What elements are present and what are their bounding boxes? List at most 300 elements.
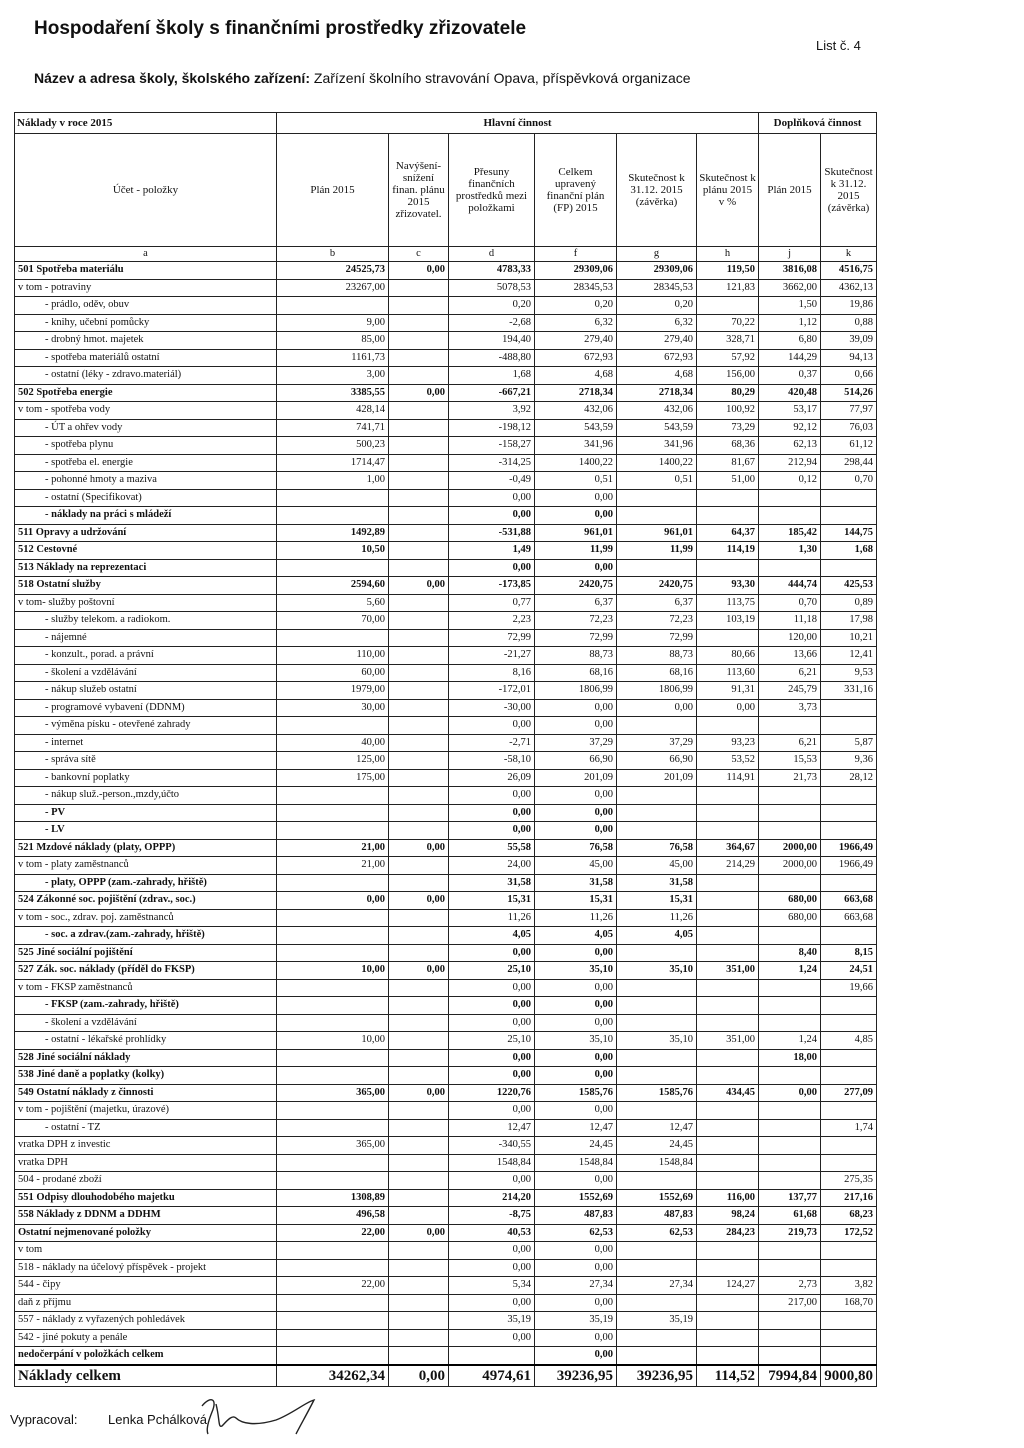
row-label: - školení a vzdělávání — [15, 664, 277, 682]
row-value — [821, 1347, 877, 1365]
table-row — [15, 1312, 877, 1330]
total-value: 4974,61 — [449, 1365, 535, 1387]
row-value: 1,12 — [759, 314, 821, 332]
column-letter: j — [759, 247, 821, 262]
row-value: 12,47 — [449, 1119, 535, 1137]
row-value: 144,29 — [759, 349, 821, 367]
row-value: 277,09 — [821, 1084, 877, 1102]
row-value: 72,99 — [617, 629, 697, 647]
table-row — [15, 1294, 877, 1312]
row-value — [617, 489, 697, 507]
table-row — [15, 1224, 877, 1242]
row-value: 6,21 — [759, 734, 821, 752]
row-value: 0,89 — [821, 594, 877, 612]
row-label: - nájemné — [15, 629, 277, 647]
row-value: 328,71 — [697, 332, 759, 350]
row-value — [697, 1312, 759, 1330]
row-value — [759, 559, 821, 577]
row-label: 527 Zák. soc. náklady (příděl do FKSP) — [15, 962, 277, 980]
row-value: 0,00 — [449, 979, 535, 997]
sheet-number: List č. 4 — [816, 38, 861, 53]
row-value — [277, 1102, 389, 1120]
row-value — [821, 804, 877, 822]
total-row — [15, 1365, 877, 1387]
table-row — [15, 839, 877, 857]
group-main: Hlavní činnost — [277, 113, 759, 134]
row-label: - pohonné hmoty a maziva — [15, 472, 277, 490]
total-value: 39236,95 — [535, 1365, 617, 1387]
row-label: - nákup služeb ostatní — [15, 682, 277, 700]
row-value — [277, 1014, 389, 1032]
row-value: 663,68 — [821, 909, 877, 927]
row-value: 1552,69 — [535, 1189, 617, 1207]
row-value — [759, 979, 821, 997]
table-row — [15, 1242, 877, 1260]
table-row — [15, 612, 877, 630]
row-value: 365,00 — [277, 1084, 389, 1102]
table-row — [15, 524, 877, 542]
row-value — [759, 1102, 821, 1120]
row-value: 1585,76 — [535, 1084, 617, 1102]
table-row — [15, 332, 877, 350]
row-value — [617, 1294, 697, 1312]
row-value — [759, 717, 821, 735]
row-value — [389, 437, 449, 455]
row-value: 6,32 — [535, 314, 617, 332]
row-value — [389, 647, 449, 665]
row-value — [389, 349, 449, 367]
table-row — [15, 1277, 877, 1295]
row-value — [617, 804, 697, 822]
row-label: daň z příjmu — [15, 1294, 277, 1312]
row-value: 6,80 — [759, 332, 821, 350]
row-value: -667,21 — [449, 384, 535, 402]
row-value: 125,00 — [277, 752, 389, 770]
row-value: 137,77 — [759, 1189, 821, 1207]
row-value: 72,99 — [449, 629, 535, 647]
row-value — [759, 1312, 821, 1330]
row-value — [617, 1014, 697, 1032]
row-value: 62,53 — [617, 1224, 697, 1242]
row-value: 214,20 — [449, 1189, 535, 1207]
row-value: -173,85 — [449, 577, 535, 595]
table-row — [15, 577, 877, 595]
row-value: 10,21 — [821, 629, 877, 647]
row-value: 11,26 — [617, 909, 697, 927]
row-value: 27,34 — [617, 1277, 697, 1295]
row-value — [277, 1067, 389, 1085]
row-value: 8,16 — [449, 664, 535, 682]
signature-image — [196, 1392, 336, 1436]
school-name: Zařízení školního stravování Opava, příspěvková organizace — [313, 70, 691, 86]
row-value — [617, 1347, 697, 1365]
row-value — [697, 1329, 759, 1347]
row-value: 68,36 — [697, 437, 759, 455]
row-value — [389, 734, 449, 752]
row-value: 8,40 — [759, 944, 821, 962]
row-label: vratka DPH — [15, 1154, 277, 1172]
row-value: 11,99 — [535, 542, 617, 560]
row-value — [697, 1102, 759, 1120]
row-label: 551 Odpisy dlouhodobého majetku — [15, 1189, 277, 1207]
row-value: 1400,22 — [535, 454, 617, 472]
table-row — [15, 437, 877, 455]
row-value: 45,00 — [617, 857, 697, 875]
row-value: 500,23 — [277, 437, 389, 455]
prepared-name: Lenka Pchálková — [108, 1412, 208, 1427]
row-value: 10,00 — [277, 962, 389, 980]
row-value: 1548,84 — [617, 1154, 697, 1172]
row-value: 0,00 — [535, 822, 617, 840]
row-value: 72,23 — [535, 612, 617, 630]
row-value: 0,00 — [449, 787, 535, 805]
row-value — [389, 1207, 449, 1225]
row-value: 543,59 — [617, 419, 697, 437]
row-value: 214,29 — [697, 857, 759, 875]
row-value — [697, 804, 759, 822]
row-value: 5,34 — [449, 1277, 535, 1295]
row-value: 93,23 — [697, 734, 759, 752]
row-label: - internet — [15, 734, 277, 752]
row-value — [759, 822, 821, 840]
row-value — [759, 1119, 821, 1137]
row-value: 0,00 — [449, 804, 535, 822]
row-value: 113,60 — [697, 664, 759, 682]
column-header-2: Navýšení-snížení finan. plánu 2015 zřizovatel. — [389, 134, 449, 247]
row-value: 4,85 — [821, 1032, 877, 1050]
row-value — [821, 822, 877, 840]
row-value: 0,00 — [535, 1329, 617, 1347]
row-value: 0,00 — [535, 1014, 617, 1032]
column-letter: h — [697, 247, 759, 262]
row-value: 11,26 — [535, 909, 617, 927]
row-value — [389, 1119, 449, 1137]
row-value: 0,00 — [449, 1172, 535, 1190]
table-row — [15, 804, 877, 822]
row-value: 9,36 — [821, 752, 877, 770]
row-value: 0,12 — [759, 472, 821, 490]
row-label: - platy, OPPP (zam.-zahrady, hřiště) — [15, 874, 277, 892]
row-value — [277, 1347, 389, 1365]
row-label: 525 Jiné sociální pojištění — [15, 944, 277, 962]
row-value: 1220,76 — [449, 1084, 535, 1102]
row-value: 1806,99 — [617, 682, 697, 700]
row-label: - správa sítě — [15, 752, 277, 770]
row-value — [277, 1329, 389, 1347]
row-value: 0,20 — [617, 297, 697, 315]
row-value — [821, 787, 877, 805]
row-value — [389, 1137, 449, 1155]
row-value — [617, 1329, 697, 1347]
row-value: 0,20 — [449, 297, 535, 315]
row-value — [277, 297, 389, 315]
row-label: 501 Spotřeba materiálu — [15, 262, 277, 280]
row-value: 15,53 — [759, 752, 821, 770]
table-row — [15, 664, 877, 682]
footer — [10, 1412, 208, 1427]
row-value: 29309,06 — [617, 262, 697, 280]
row-value — [389, 279, 449, 297]
column-letter: b — [277, 247, 389, 262]
row-value: 68,16 — [617, 664, 697, 682]
row-value: 51,00 — [697, 472, 759, 490]
row-value: 39,09 — [821, 332, 877, 350]
row-value: 0,00 — [389, 577, 449, 595]
row-value — [389, 297, 449, 315]
row-value: 35,19 — [449, 1312, 535, 1330]
table-row — [15, 822, 877, 840]
row-value: 0,00 — [535, 1242, 617, 1260]
row-value: 0,00 — [617, 699, 697, 717]
row-label: v tom - platy zaměstnanců — [15, 857, 277, 875]
row-value: 0,00 — [535, 1172, 617, 1190]
table-body — [15, 262, 877, 1387]
row-value — [389, 612, 449, 630]
row-value: 0,00 — [389, 839, 449, 857]
row-value: 24,51 — [821, 962, 877, 980]
row-value: 1585,76 — [617, 1084, 697, 1102]
table-row — [15, 927, 877, 945]
row-value: 4516,75 — [821, 262, 877, 280]
row-label: 538 Jiné daně a poplatky (kolky) — [15, 1067, 277, 1085]
row-value: 212,94 — [759, 454, 821, 472]
row-value — [389, 507, 449, 525]
row-value: 28,12 — [821, 769, 877, 787]
row-value: 124,27 — [697, 1277, 759, 1295]
row-value: 88,73 — [617, 647, 697, 665]
row-label: 521 Mzdové náklady (platy, OPPP) — [15, 839, 277, 857]
prepared-label: Vypracoval: — [10, 1412, 78, 1427]
row-value: 73,29 — [697, 419, 759, 437]
table-row — [15, 419, 877, 437]
row-value: 12,47 — [535, 1119, 617, 1137]
row-value — [821, 1259, 877, 1277]
row-value: 279,40 — [535, 332, 617, 350]
row-value: 0,00 — [535, 1259, 617, 1277]
row-label: - ÚT a ohřev vody — [15, 419, 277, 437]
row-value: 1,30 — [759, 542, 821, 560]
table-row — [15, 699, 877, 717]
row-value: 24,45 — [617, 1137, 697, 1155]
row-value — [277, 629, 389, 647]
row-value: 0,00 — [389, 962, 449, 980]
row-value: 0,00 — [389, 262, 449, 280]
row-value: 0,00 — [535, 804, 617, 822]
row-value: 144,75 — [821, 524, 877, 542]
row-value: 0,00 — [759, 1084, 821, 1102]
row-value: 672,93 — [535, 349, 617, 367]
row-value: 0,00 — [449, 1102, 535, 1120]
row-value: 1,00 — [277, 472, 389, 490]
row-value: 1552,69 — [617, 1189, 697, 1207]
column-header-0: Účet - položky — [15, 134, 277, 247]
row-value: -158,27 — [449, 437, 535, 455]
row-value: -30,00 — [449, 699, 535, 717]
table-row — [15, 594, 877, 612]
row-label: - náklady na práci s mládeží — [15, 507, 277, 525]
row-value — [821, 1242, 877, 1260]
row-value: 1161,73 — [277, 349, 389, 367]
row-value — [697, 1014, 759, 1032]
row-value: 175,00 — [277, 769, 389, 787]
row-value: 0,00 — [535, 1049, 617, 1067]
row-value: 4362,13 — [821, 279, 877, 297]
row-value — [389, 314, 449, 332]
row-value: 0,00 — [449, 489, 535, 507]
column-header-5: Skutečnost k 31.12. 2015 (závěrka) — [617, 134, 697, 247]
row-label: - konzult., porad. a právní — [15, 647, 277, 665]
row-value — [697, 559, 759, 577]
row-value — [389, 1242, 449, 1260]
row-value: -172,01 — [449, 682, 535, 700]
column-header-6: Skutečnost k plánu 2015 v % — [697, 134, 759, 247]
row-label: - výměna písku - otevřené zahrady — [15, 717, 277, 735]
table-row — [15, 1207, 877, 1225]
column-letter: d — [449, 247, 535, 262]
row-label: v tom - potraviny — [15, 279, 277, 297]
table-row — [15, 629, 877, 647]
row-value: 11,26 — [449, 909, 535, 927]
row-value — [759, 507, 821, 525]
row-value: 1548,84 — [535, 1154, 617, 1172]
row-value: 331,16 — [821, 682, 877, 700]
table-row — [15, 874, 877, 892]
row-value — [389, 909, 449, 927]
row-value: 1400,22 — [617, 454, 697, 472]
row-value: 0,00 — [535, 489, 617, 507]
row-value: 0,00 — [449, 997, 535, 1015]
row-value — [617, 1172, 697, 1190]
row-value — [821, 717, 877, 735]
row-value — [617, 979, 697, 997]
table-row — [15, 1172, 877, 1190]
row-value — [759, 1329, 821, 1347]
table-row — [15, 979, 877, 997]
row-value: 9,00 — [277, 314, 389, 332]
row-value: 12,41 — [821, 647, 877, 665]
row-value: 4783,33 — [449, 262, 535, 280]
row-value — [389, 769, 449, 787]
row-value: 341,96 — [535, 437, 617, 455]
table-row — [15, 559, 877, 577]
table-row — [15, 717, 877, 735]
row-value: 0,00 — [449, 1294, 535, 1312]
row-value: 45,00 — [535, 857, 617, 875]
row-value: 0,00 — [389, 892, 449, 910]
row-value — [821, 1049, 877, 1067]
table-row — [15, 1137, 877, 1155]
row-value: 80,29 — [697, 384, 759, 402]
row-value — [697, 297, 759, 315]
row-value: 40,53 — [449, 1224, 535, 1242]
row-value: -0,49 — [449, 472, 535, 490]
row-value: 64,37 — [697, 524, 759, 542]
row-value — [617, 559, 697, 577]
row-value: 66,90 — [535, 752, 617, 770]
row-value: 40,00 — [277, 734, 389, 752]
table-row — [15, 1032, 877, 1050]
row-value — [277, 909, 389, 927]
total-value: 114,52 — [697, 1365, 759, 1387]
row-value — [389, 1189, 449, 1207]
row-value: 5078,53 — [449, 279, 535, 297]
row-value — [821, 507, 877, 525]
row-value: 24525,73 — [277, 262, 389, 280]
row-value: 364,67 — [697, 839, 759, 857]
row-value: 70,22 — [697, 314, 759, 332]
row-value: 93,30 — [697, 577, 759, 595]
row-value — [617, 822, 697, 840]
row-value — [389, 472, 449, 490]
row-value — [389, 559, 449, 577]
row-value: 0,00 — [277, 892, 389, 910]
row-label: - spotřeba materiálů ostatní — [15, 349, 277, 367]
table-row — [15, 944, 877, 962]
row-value: 444,74 — [759, 577, 821, 595]
total-value: 39236,95 — [617, 1365, 697, 1387]
row-value — [277, 507, 389, 525]
total-label: Náklady celkem — [15, 1365, 277, 1387]
row-value — [277, 804, 389, 822]
row-label: 542 - jiné pokuty a penále — [15, 1329, 277, 1347]
row-value: -2,71 — [449, 734, 535, 752]
row-value — [389, 402, 449, 420]
row-value — [617, 1259, 697, 1277]
row-value — [277, 979, 389, 997]
row-label: v tom - pojištění (majetku, úrazové) — [15, 1102, 277, 1120]
row-value — [389, 1329, 449, 1347]
row-value: 53,17 — [759, 402, 821, 420]
row-value: 114,91 — [697, 769, 759, 787]
row-value — [277, 1242, 389, 1260]
column-letter: f — [535, 247, 617, 262]
row-value: 275,35 — [821, 1172, 877, 1190]
row-value: 21,00 — [277, 839, 389, 857]
row-value: 114,19 — [697, 542, 759, 560]
row-value: 0,00 — [535, 507, 617, 525]
row-value — [821, 1014, 877, 1032]
row-value — [759, 489, 821, 507]
table-row — [15, 472, 877, 490]
row-value: 663,68 — [821, 892, 877, 910]
row-value: 28345,53 — [535, 279, 617, 297]
table-row — [15, 892, 877, 910]
column-header-4: Celkem upravený finanční plán (FP) 2015 — [535, 134, 617, 247]
row-value: 0,70 — [759, 594, 821, 612]
row-value — [697, 507, 759, 525]
row-value: 680,00 — [759, 892, 821, 910]
row-value: 0,00 — [535, 699, 617, 717]
row-value — [697, 1137, 759, 1155]
row-value — [389, 1102, 449, 1120]
table-row — [15, 962, 877, 980]
row-value — [821, 1102, 877, 1120]
row-value — [389, 1294, 449, 1312]
row-value: 62,13 — [759, 437, 821, 455]
row-value: 219,73 — [759, 1224, 821, 1242]
row-label: - služby telekom. a radiokom. — [15, 612, 277, 630]
row-value: 351,00 — [697, 1032, 759, 1050]
row-value: 0,51 — [617, 472, 697, 490]
row-value: 0,00 — [389, 384, 449, 402]
table-row — [15, 262, 877, 280]
row-value: -198,12 — [449, 419, 535, 437]
row-value: 0,37 — [759, 367, 821, 385]
row-value — [697, 717, 759, 735]
row-value: 3816,08 — [759, 262, 821, 280]
row-value: 1,49 — [449, 542, 535, 560]
total-value: 34262,34 — [277, 1365, 389, 1387]
